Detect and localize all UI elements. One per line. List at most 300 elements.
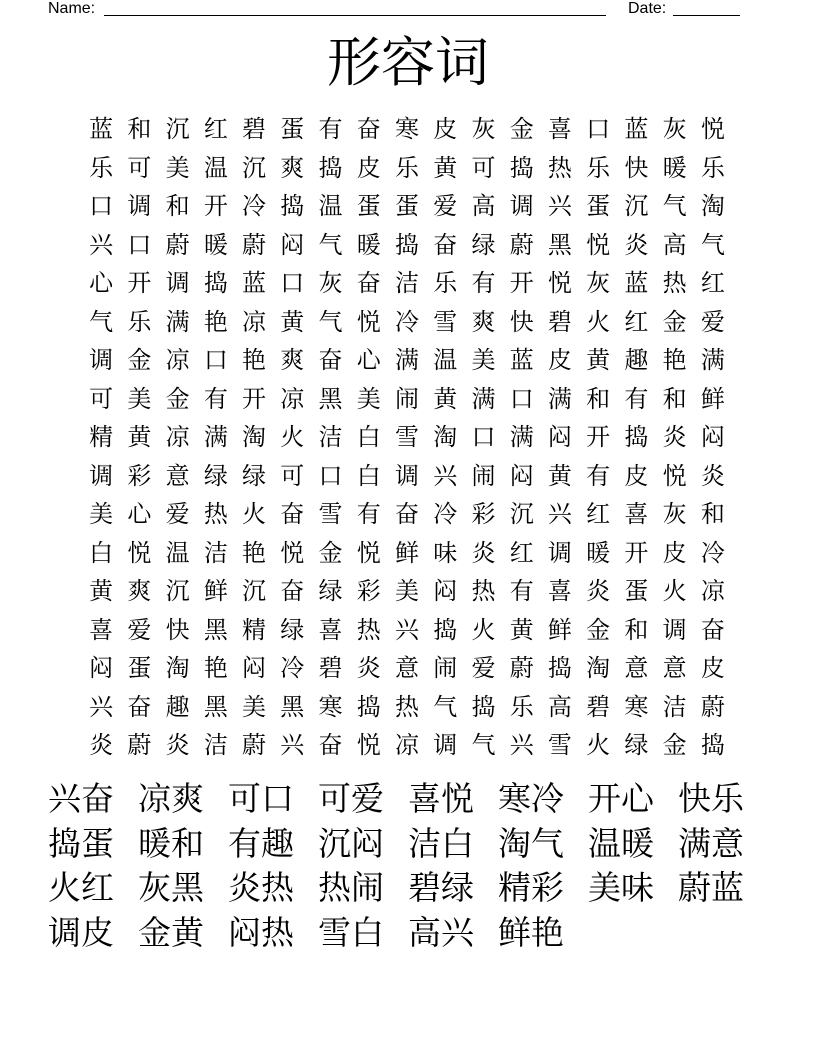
- grid-cell[interactable]: 兴: [394, 615, 419, 644]
- grid-cell[interactable]: 沉: [165, 115, 190, 143]
- grid-cell[interactable]: 蔚: [509, 654, 534, 682]
- grid-cell[interactable]: 气: [318, 307, 343, 336]
- grid-cell[interactable]: 喜: [89, 615, 114, 644]
- grid-cell[interactable]: 冷: [242, 192, 267, 220]
- grid-cell[interactable]: 趣: [165, 692, 190, 721]
- grid-cell[interactable]: 绿: [318, 577, 343, 605]
- grid-cell[interactable]: 火: [586, 307, 611, 336]
- grid-cell[interactable]: 金: [662, 731, 687, 759]
- grid-cell[interactable]: 温: [433, 346, 458, 374]
- grid-cell[interactable]: 火: [242, 500, 267, 528]
- grid-cell[interactable]: 艳: [203, 307, 228, 336]
- grid-cell[interactable]: 冷: [433, 500, 458, 528]
- grid-cell[interactable]: 黑: [203, 692, 228, 721]
- grid-cell[interactable]: 沉: [242, 577, 267, 605]
- grid-cell[interactable]: 凉: [165, 423, 190, 451]
- grid-cell[interactable]: 白: [356, 461, 381, 490]
- grid-cell[interactable]: 冷: [280, 654, 305, 682]
- grid-cell[interactable]: 火: [471, 615, 496, 644]
- grid-cell[interactable]: 金: [127, 346, 152, 374]
- grid-cell[interactable]: 乐: [89, 153, 114, 182]
- grid-cell[interactable]: 捣: [394, 230, 419, 259]
- grid-cell[interactable]: 满: [700, 346, 725, 374]
- grid-cell[interactable]: 绿: [280, 615, 305, 644]
- word-bank-item: 雪白: [318, 912, 384, 952]
- grid-cell[interactable]: 蛋: [624, 577, 649, 605]
- grid-cell[interactable]: 奋: [318, 731, 343, 759]
- grid-cell[interactable]: 炎: [89, 731, 114, 759]
- grid-cell[interactable]: 快: [624, 153, 649, 182]
- grid-cell[interactable]: 艳: [242, 346, 267, 374]
- grid-cell[interactable]: 满: [165, 307, 190, 336]
- name-field-line[interactable]: [104, 15, 606, 16]
- grid-cell[interactable]: 闹: [433, 654, 458, 682]
- grid-cell[interactable]: 黄: [433, 153, 458, 182]
- grid-cell[interactable]: 开: [203, 192, 228, 220]
- grid-cell[interactable]: 蔚: [127, 731, 152, 759]
- word-bank-item: 蔚蓝: [678, 868, 744, 907]
- grid-cell[interactable]: 火: [280, 423, 305, 451]
- date-field-line[interactable]: [673, 15, 740, 16]
- grid-cell[interactable]: 喜: [547, 115, 572, 143]
- grid-cell[interactable]: 调: [433, 731, 458, 759]
- grid-cell[interactable]: 乐: [509, 692, 534, 721]
- grid-cell[interactable]: 黄: [127, 423, 152, 451]
- grid-cell[interactable]: 味: [433, 538, 458, 567]
- grid-cell[interactable]: 和: [662, 384, 687, 413]
- grid-cell[interactable]: 有: [624, 384, 649, 413]
- grid-cell[interactable]: 灰: [586, 269, 611, 297]
- grid-cell[interactable]: 奋: [700, 615, 725, 644]
- grid-cell[interactable]: 奋: [356, 269, 381, 297]
- grid-cell[interactable]: 兴: [547, 192, 572, 220]
- grid-cell[interactable]: 有: [318, 115, 343, 143]
- grid-cell[interactable]: 悦: [586, 230, 611, 259]
- grid-cell[interactable]: 乐: [127, 307, 152, 336]
- grid-cell[interactable]: 悦: [700, 115, 725, 143]
- grid-cell[interactable]: 和: [165, 192, 190, 220]
- grid-cell[interactable]: 淘: [700, 192, 725, 220]
- grid-cell[interactable]: 黄: [89, 577, 114, 605]
- grid-cell[interactable]: 心: [127, 500, 152, 528]
- grid-cell[interactable]: 洁: [203, 538, 228, 567]
- grid-cell[interactable]: 炎: [165, 731, 190, 759]
- grid-cell[interactable]: 有: [509, 577, 534, 605]
- grid-row: [82, 264, 732, 303]
- grid-cell[interactable]: 奋: [394, 500, 419, 528]
- grid-cell[interactable]: 凉: [165, 346, 190, 374]
- grid-cell[interactable]: 可: [89, 384, 114, 413]
- grid-cell[interactable]: 雪: [394, 423, 419, 451]
- grid-cell[interactable]: 有: [203, 384, 228, 413]
- grid-cell[interactable]: 淘: [433, 423, 458, 451]
- grid-cell[interactable]: 凉: [242, 307, 267, 336]
- grid-cell[interactable]: 皮: [433, 115, 458, 143]
- grid-cell[interactable]: 闷: [547, 423, 572, 451]
- grid-cell[interactable]: 绿: [471, 230, 496, 259]
- grid-cell[interactable]: 开: [586, 423, 611, 451]
- grid-cell[interactable]: 黑: [203, 615, 228, 644]
- grid-cell[interactable]: 和: [586, 384, 611, 413]
- grid-cell[interactable]: 和: [624, 615, 649, 644]
- grid-cell[interactable]: 捣: [433, 615, 458, 644]
- grid-cell[interactable]: 蓝: [509, 346, 534, 374]
- word-bank-item: 炎热: [228, 868, 294, 907]
- grid-cell[interactable]: 闷: [433, 577, 458, 605]
- grid-cell[interactable]: 皮: [700, 654, 725, 682]
- grid-cell[interactable]: 寒: [394, 115, 419, 143]
- grid-cell[interactable]: 满: [547, 384, 572, 413]
- grid-cell[interactable]: 气: [471, 731, 496, 759]
- grid-cell[interactable]: 爽: [127, 577, 152, 605]
- grid-cell[interactable]: 可: [127, 153, 152, 182]
- grid-cell[interactable]: 灰: [662, 115, 687, 143]
- grid-cell[interactable]: 和: [127, 115, 152, 143]
- grid-cell[interactable]: 心: [89, 269, 114, 297]
- grid-cell[interactable]: 炎: [586, 577, 611, 605]
- grid-cell[interactable]: 鲜: [547, 615, 572, 644]
- grid-cell[interactable]: 快: [165, 615, 190, 644]
- grid-cell[interactable]: 蔚: [165, 230, 190, 259]
- grid-cell[interactable]: 艳: [242, 538, 267, 567]
- grid-cell[interactable]: 蛋: [394, 192, 419, 220]
- grid-cell[interactable]: 爱: [127, 615, 152, 644]
- grid-cell[interactable]: 满: [471, 384, 496, 413]
- grid-cell[interactable]: 金: [318, 538, 343, 567]
- grid-cell[interactable]: 可: [280, 461, 305, 490]
- grid-cell[interactable]: 高: [547, 692, 572, 721]
- grid-row: [82, 457, 732, 496]
- grid-cell[interactable]: 奋: [280, 500, 305, 528]
- grid-cell[interactable]: 火: [662, 577, 687, 605]
- grid-cell[interactable]: 调: [394, 461, 419, 490]
- grid-cell[interactable]: 乐: [586, 153, 611, 182]
- grid-cell[interactable]: 口: [509, 384, 534, 413]
- grid-cell[interactable]: 精: [89, 423, 114, 451]
- grid-cell[interactable]: 可: [471, 153, 496, 182]
- grid-cell[interactable]: 碧: [586, 692, 611, 721]
- grid-cell[interactable]: 洁: [394, 269, 419, 297]
- grid-cell[interactable]: 口: [586, 115, 611, 143]
- grid-cell[interactable]: 捣: [356, 692, 381, 721]
- grid-cell[interactable]: 和: [700, 500, 725, 528]
- grid-cell[interactable]: 兴: [509, 731, 534, 759]
- grid-cell[interactable]: 气: [433, 692, 458, 721]
- grid-cell[interactable]: 闹: [471, 461, 496, 490]
- grid-cell[interactable]: 美: [394, 577, 419, 605]
- grid-cell[interactable]: 雪: [433, 307, 458, 336]
- grid-cell[interactable]: 美: [89, 500, 114, 528]
- grid-row: [82, 110, 732, 149]
- grid-cell[interactable]: 高: [471, 192, 496, 220]
- grid-cell[interactable]: 淘: [586, 654, 611, 682]
- grid-cell[interactable]: 炎: [356, 654, 381, 682]
- grid-cell[interactable]: 艳: [203, 654, 228, 682]
- grid-cell[interactable]: 爽: [280, 346, 305, 374]
- grid-cell[interactable]: 悦: [547, 269, 572, 297]
- grid-cell[interactable]: 调: [89, 461, 114, 490]
- grid-cell[interactable]: 闷: [280, 230, 305, 259]
- grid-cell[interactable]: 调: [509, 192, 534, 220]
- grid-cell[interactable]: 精: [242, 615, 267, 644]
- grid-cell[interactable]: 沉: [509, 500, 534, 528]
- grid-cell[interactable]: 乐: [433, 269, 458, 297]
- grid-cell[interactable]: 皮: [624, 461, 649, 490]
- grid-cell[interactable]: 捣: [203, 269, 228, 297]
- grid-cell[interactable]: 捣: [318, 153, 343, 182]
- grid-cell[interactable]: 雪: [547, 731, 572, 759]
- grid-cell[interactable]: 意: [624, 654, 649, 682]
- grid-cell[interactable]: 捣: [547, 654, 572, 682]
- grid-cell[interactable]: 洁: [203, 731, 228, 759]
- grid-cell[interactable]: 洁: [318, 423, 343, 451]
- grid-cell[interactable]: 黑: [318, 384, 343, 413]
- grid-cell[interactable]: 捣: [624, 423, 649, 451]
- grid-cell[interactable]: 灰: [662, 500, 687, 528]
- grid-cell[interactable]: 黑: [547, 230, 572, 259]
- grid-cell[interactable]: 彩: [127, 461, 152, 490]
- grid-cell[interactable]: 炎: [662, 423, 687, 451]
- grid-cell[interactable]: 趣: [624, 346, 649, 374]
- grid-cell[interactable]: 热: [547, 153, 572, 182]
- grid-cell[interactable]: 乐: [394, 153, 419, 182]
- grid-cell[interactable]: 金: [662, 307, 687, 336]
- grid-cell[interactable]: 热: [394, 692, 419, 721]
- grid-cell[interactable]: 喜: [318, 615, 343, 644]
- grid-cell[interactable]: 热: [203, 500, 228, 528]
- grid-cell[interactable]: 调: [165, 269, 190, 297]
- grid-cell[interactable]: 有: [471, 269, 496, 297]
- grid-cell[interactable]: 淘: [242, 423, 267, 451]
- grid-cell[interactable]: 捣: [280, 192, 305, 220]
- grid-cell[interactable]: 金: [165, 384, 190, 413]
- grid-cell[interactable]: 暖: [203, 230, 228, 259]
- grid-cell[interactable]: 蛋: [356, 192, 381, 220]
- grid-cell[interactable]: 高: [662, 230, 687, 259]
- grid-cell[interactable]: 有: [356, 500, 381, 528]
- grid-cell[interactable]: 灰: [318, 269, 343, 297]
- grid-cell[interactable]: 爱: [165, 500, 190, 528]
- grid-cell[interactable]: 鲜: [394, 538, 419, 567]
- grid-cell[interactable]: 口: [318, 461, 343, 490]
- grid-cell[interactable]: 闷: [509, 461, 534, 490]
- grid-cell[interactable]: 捣: [471, 692, 496, 721]
- grid-cell[interactable]: 口: [471, 423, 496, 451]
- grid-cell[interactable]: 爱: [471, 654, 496, 682]
- grid-cell[interactable]: 闷: [242, 654, 267, 682]
- grid-cell[interactable]: 悦: [356, 731, 381, 759]
- grid-cell[interactable]: 温: [203, 153, 228, 182]
- grid-cell[interactable]: 蓝: [624, 269, 649, 297]
- grid-cell[interactable]: 口: [280, 269, 305, 297]
- grid-cell[interactable]: 黄: [547, 461, 572, 490]
- grid-cell[interactable]: 蔚: [509, 230, 534, 259]
- grid-cell[interactable]: 爽: [280, 153, 305, 182]
- grid-cell[interactable]: 蛋: [127, 654, 152, 682]
- grid-cell[interactable]: 兴: [433, 461, 458, 490]
- grid-cell[interactable]: 兴: [280, 731, 305, 759]
- grid-cell[interactable]: 蓝: [624, 115, 649, 143]
- grid-cell[interactable]: 意: [165, 461, 190, 490]
- grid-cell[interactable]: 奋: [433, 230, 458, 259]
- grid-cell[interactable]: 悦: [662, 461, 687, 490]
- grid-cell[interactable]: 炎: [471, 538, 496, 567]
- grid-cell[interactable]: 红: [509, 538, 534, 567]
- grid-cell[interactable]: 雪: [318, 500, 343, 528]
- grid-cell[interactable]: 开: [127, 269, 152, 297]
- grid-cell[interactable]: 兴: [89, 692, 114, 721]
- grid-cell[interactable]: 满: [203, 423, 228, 451]
- grid-cell[interactable]: 冷: [394, 307, 419, 336]
- grid-cell[interactable]: 彩: [471, 500, 496, 528]
- grid-cell[interactable]: 红: [700, 269, 725, 297]
- grid-cell[interactable]: 蔚: [700, 692, 725, 721]
- grid-cell[interactable]: 闷: [700, 423, 725, 451]
- grid-cell[interactable]: 悦: [280, 538, 305, 567]
- grid-cell[interactable]: 口: [89, 192, 114, 220]
- grid-cell[interactable]: 鲜: [700, 384, 725, 413]
- grid-cell[interactable]: 意: [394, 654, 419, 682]
- grid-cell[interactable]: 兴: [547, 500, 572, 528]
- grid-cell[interactable]: 皮: [662, 538, 687, 567]
- grid-cell[interactable]: 开: [242, 384, 267, 413]
- grid-cell[interactable]: 红: [624, 307, 649, 336]
- grid-cell[interactable]: 温: [318, 192, 343, 220]
- grid-cell[interactable]: 口: [203, 346, 228, 374]
- grid-cell[interactable]: 黄: [280, 307, 305, 336]
- grid-row: [82, 303, 732, 342]
- grid-cell[interactable]: 碧: [242, 115, 267, 143]
- grid-cell[interactable]: 绿: [242, 461, 267, 490]
- grid-cell[interactable]: 奋: [127, 692, 152, 721]
- grid-cell[interactable]: 气: [89, 307, 114, 336]
- grid-cell[interactable]: 开: [624, 538, 649, 567]
- grid-cell[interactable]: 奋: [280, 577, 305, 605]
- grid-cell[interactable]: 寒: [624, 692, 649, 721]
- grid-cell[interactable]: 捣: [509, 153, 534, 182]
- grid-cell[interactable]: 热: [356, 615, 381, 644]
- grid-cell[interactable]: 黄: [586, 346, 611, 374]
- grid-cell[interactable]: 爱: [433, 192, 458, 220]
- grid-cell[interactable]: 奋: [318, 346, 343, 374]
- grid-cell[interactable]: 意: [662, 654, 687, 682]
- grid-cell[interactable]: 灰: [471, 115, 496, 143]
- grid-cell[interactable]: 美: [165, 153, 190, 182]
- grid-cell[interactable]: 黄: [509, 615, 534, 644]
- grid-cell[interactable]: 快: [509, 307, 534, 336]
- grid-cell[interactable]: 冷: [700, 538, 725, 567]
- grid-cell[interactable]: 炎: [624, 230, 649, 259]
- grid-cell[interactable]: 爱: [700, 307, 725, 336]
- grid-cell[interactable]: 绿: [624, 731, 649, 759]
- grid-cell[interactable]: 美: [471, 346, 496, 374]
- grid-cell[interactable]: 气: [700, 230, 725, 259]
- grid-cell[interactable]: 温: [165, 538, 190, 567]
- grid-cell[interactable]: 凉: [280, 384, 305, 413]
- grid-cell[interactable]: 闹: [394, 384, 419, 413]
- grid-cell[interactable]: 满: [509, 423, 534, 451]
- grid-cell[interactable]: 沉: [624, 192, 649, 220]
- grid-cell[interactable]: 满: [394, 346, 419, 374]
- grid-cell[interactable]: 沉: [165, 577, 190, 605]
- grid-cell[interactable]: 碧: [547, 307, 572, 336]
- grid-cell[interactable]: 捣: [700, 731, 725, 759]
- grid-cell[interactable]: 凉: [394, 731, 419, 759]
- grid-cell[interactable]: 绿: [203, 461, 228, 490]
- grid-cell[interactable]: 喜: [624, 500, 649, 528]
- grid-cell[interactable]: 美: [242, 692, 267, 721]
- grid-cell[interactable]: 气: [318, 230, 343, 259]
- grid-cell[interactable]: 洁: [662, 692, 687, 721]
- grid-cell[interactable]: 白: [356, 423, 381, 451]
- grid-cell[interactable]: 火: [586, 731, 611, 759]
- grid-cell[interactable]: 气: [662, 192, 687, 220]
- grid-cell[interactable]: 白: [89, 538, 114, 567]
- grid-cell[interactable]: 口: [127, 230, 152, 259]
- grid-cell[interactable]: 热: [471, 577, 496, 605]
- grid-cell[interactable]: 奋: [356, 115, 381, 143]
- grid-cell[interactable]: 彩: [356, 577, 381, 605]
- grid-cell[interactable]: 开: [509, 269, 534, 297]
- grid-cell[interactable]: 红: [586, 500, 611, 528]
- grid-cell[interactable]: 碧: [318, 654, 343, 682]
- grid-cell[interactable]: 红: [203, 115, 228, 143]
- grid-cell[interactable]: 调: [127, 192, 152, 220]
- grid-cell[interactable]: 爽: [471, 307, 496, 336]
- grid-cell[interactable]: 喜: [547, 577, 572, 605]
- grid-cell[interactable]: 蔚: [242, 230, 267, 259]
- grid-cell[interactable]: 暖: [662, 153, 687, 182]
- grid-cell[interactable]: 闷: [89, 654, 114, 682]
- grid-cell[interactable]: 艳: [662, 346, 687, 374]
- grid-cell[interactable]: 蛋: [280, 115, 305, 143]
- grid-cell[interactable]: 蓝: [242, 269, 267, 297]
- grid-cell[interactable]: 悦: [356, 538, 381, 567]
- grid-cell[interactable]: 蓝: [89, 115, 114, 143]
- grid-cell[interactable]: 沉: [242, 153, 267, 182]
- grid-cell[interactable]: 美: [127, 384, 152, 413]
- grid-cell[interactable]: 黄: [433, 384, 458, 413]
- grid-cell[interactable]: 暖: [356, 230, 381, 259]
- grid-cell[interactable]: 鲜: [203, 577, 228, 605]
- grid-cell[interactable]: 皮: [356, 153, 381, 182]
- grid-cell[interactable]: 调: [89, 346, 114, 374]
- grid-row: [82, 226, 732, 265]
- grid-cell[interactable]: 调: [662, 615, 687, 644]
- grid-cell[interactable]: 暖: [586, 538, 611, 567]
- grid-cell[interactable]: 淘: [165, 654, 190, 682]
- grid-cell[interactable]: 心: [356, 346, 381, 374]
- grid-cell[interactable]: 有: [586, 461, 611, 490]
- grid-cell[interactable]: 蛋: [586, 192, 611, 220]
- grid-cell[interactable]: 炎: [700, 461, 725, 490]
- grid-cell[interactable]: 乐: [700, 153, 725, 182]
- grid-cell[interactable]: 悦: [356, 307, 381, 336]
- grid-cell[interactable]: 调: [547, 538, 572, 567]
- grid-cell[interactable]: 寒: [318, 692, 343, 721]
- grid-cell[interactable]: 悦: [127, 538, 152, 567]
- grid-cell[interactable]: 美: [356, 384, 381, 413]
- grid-cell[interactable]: 金: [509, 115, 534, 143]
- grid-cell[interactable]: 金: [586, 615, 611, 644]
- grid-cell[interactable]: 兴: [89, 230, 114, 259]
- grid-cell[interactable]: 凉: [700, 577, 725, 605]
- grid-cell[interactable]: 热: [662, 269, 687, 297]
- grid-cell[interactable]: 蔚: [242, 731, 267, 759]
- word-bank-item: 金黄: [138, 912, 204, 952]
- grid-cell[interactable]: 黑: [280, 692, 305, 721]
- grid-cell[interactable]: 皮: [547, 346, 572, 374]
